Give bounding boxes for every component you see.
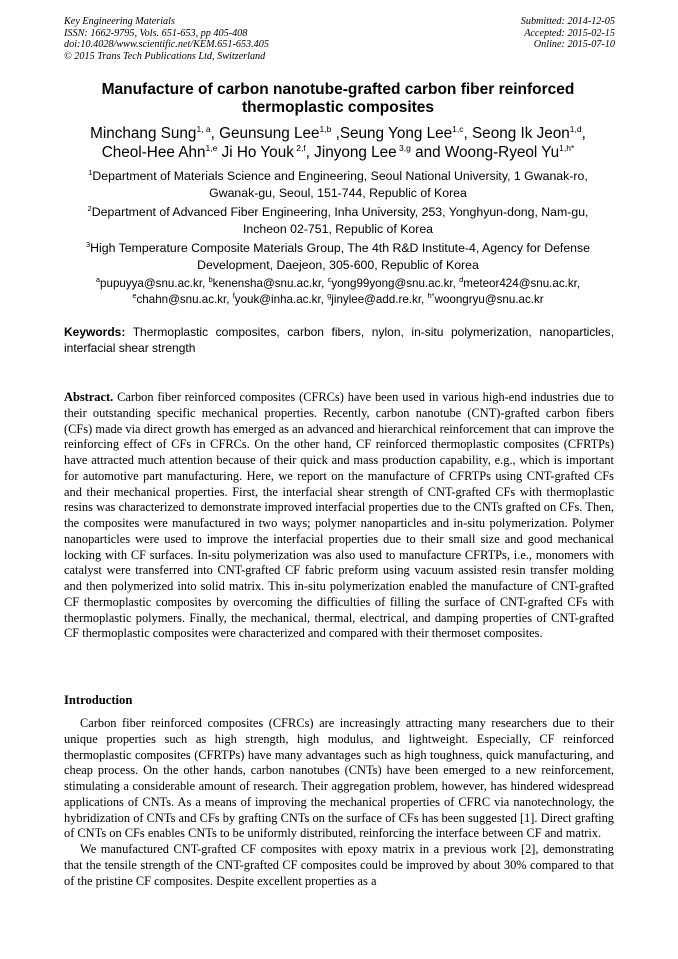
keywords-text: Thermoplastic composites, carbon fibers, nylon, in-situ polymerization, nanoparticles, interfacial shear strength [64,325,614,355]
email-link[interactable]: chahn@snu.ac.kr, [136,293,233,306]
author: Ji Ho Youk $^{2,f}$ [221,143,306,161]
introduction-body [64,716,614,889]
email-link[interactable]: meteor424@snu.ac.kr, [463,277,581,290]
abstract-label: Abstract. [64,390,114,404]
paper-title [60,81,616,117]
email-link[interactable]: kenensha@snu.ac.kr, [212,277,328,290]
email-link[interactable]: youk@inha.ac.kr, [234,293,328,306]
author: Woong-Ryeol $Yu^{1,h*}$ [444,143,575,161]
paragraph: Carbon fiber reinforced composites (CFRCs) are increasingly attracting many researchers due to their unique properties such as high strength, high modulus, and lightweight. Especially, CF reinforced thermoplastic composites (CFRTPs) have many advantages such as high toughness, quick manufacturing, and cheap process. On the other hands, carbon nanotubes (CNTs) have been emerged to a new reinforcement, stimulating a considerable amount of research. Their aggregation problem, however, has hindered widespread applications of CNTs. As a means of improving the mechanical properties of CFRC via nanotechnology, the hybridization of CNTs and CFs by grafting CNTs on the surface of CFs has been suggested [1]. Direct grafting of CNTs on CFs enables CNTs to be uniformly distributed, reinforcing the interface between CF and matrix. [64,716,614,841]
author: Geunsung Lee$^{1,b}$ [219,124,332,142]
affiliation: $^1$Department of Materials Science and Engineering, Seoul National University, 1 Gwanak-ro, Gwanak-gu, Seoul, 151-744, Republic of Korea [88,168,588,200]
journal-issn: ISSN: 1662-9795, Vols. 651-653, pp 405-408 [64,27,248,39]
affiliation: $^3$High Temperature Composite Materials Group, The 4th R&D Institute-4, Agency for Defense Development, Daejeon, 305-600, Republic of Korea [85,240,591,272]
email-link[interactable]: woongryu@snu.ac.kr [434,293,544,306]
submitted-date: Submitted: 2014-12-05 [520,16,615,27]
journal-info [64,16,269,62]
author: Seung Yong Lee$^{1,c}$ [339,124,464,142]
online-date: Online: 2015-07-10 [533,39,615,51]
author-emails: $^a$pupuyya@snu.ac.kr, $^b$kenensha@snu.ac.kr, $^c$yong99yong@snu.ac.kr, $^d$meteor424@snu.ac.kr, $^e$chahn@snu.ac.kr, $^f$youk@inha.ac.kr, $^g$jinylee@add.re.kr, $^{h*}$woongryu@snu.ac.kr [95,275,581,306]
section-heading-introduction: Introduction [64,693,133,707]
journal-doi: doi:10.4028/www.scientific.net/KEM.651-653.405 [64,39,269,51]
abstract-text: Carbon fiber reinforced composites (CFRCs) have been used in various high-end industries due to their outstanding specific mechanical properties. Recently, carbon nanotube (CNT)-grafted carbon fibers (CFs) made via direct growth has emerged as an advanced and hierarchical reinforcement that can improve the reinforcing effect of CFs in CFRCs. On the other hand, CF reinforced thermoplastic composites (CFRTPs) have attracted much attention because of their quick and mass production capability, e.g., which is important for automotive part manufacturing. Here, we report on the manufacture of CFRTPs using CNT-grafted CFs and their mechanical properties. First, the interfacial shear strength of CNT-grafted CFs with thermoplastic resins was characterized to demonstrate improved interfacial properties due to the CNTs grafted on CFs. Then, the composites were manufactured in two ways; polymer nanoparticles and in-situ polymerization. Polymer nanoparticles were used to improve the interfacial properties due to their small size and good mechanical locking with CF surfaces. In-situ polymerization was also used to manufacture CFRTPs, i.e., monomers with catalyst were transferred into CNT-grafted CF fabric preform using vacuum assisted resin transfer molding and then polymerized into solid matrix. This in-situ polymerization enabled the manufacture of CNT-grafted CF thermoplastic composites by overcoming the difficulties of filling the surface of CNT-grafted CFs with thermoplastic polymers. Finally, the mechanical, thermal, electrical, and damping properties of CNT-grafted CF thermoplastic composites were characterized and compared with their thermoset composites. [64,390,614,641]
author: Minchang Sung$^{1, a}$ [90,124,211,142]
journal-name: Key Engineering Materials [64,16,175,27]
title-line-1: Manufacture of carbon nanotube-grafted carbon fiber reinforced [101,81,575,98]
abstract [64,390,614,642]
email-link[interactable]: yong99yong@snu.ac.kr, [331,277,460,290]
keywords-label: Keywords: [64,325,126,339]
author-list: Minchang Sung$^{1, a}$, Geunsung Lee$^{1,b}$ ,Seung Yong Lee$^{1,c}$, Seong Ik Jeon$^{1,d}$, Cheol-Hee Ahn$^{1,e}$ Ji Ho Youk $^{2,f}$, Jinyong Lee $^{3,g}$ and Woong-Ryeol $Yu^{1,h*}$ [90,124,586,161]
author: Seong Ik Jeon$^{1,d}$ [471,124,582,142]
author: Cheol-Hee Ahn$^{1,e}$ [101,143,218,161]
affiliation: $^2$Department of Advanced Fiber Engineering, Inha University, 253, Yonghyun-dong, Nam-gu, Incheon 02-751, Republic of Korea [87,204,589,236]
journal-copyright: © 2015 Trans Tech Publications Ltd, Switzerland [64,50,266,62]
author: Jinyong Lee $^{3,g}$ [314,143,411,161]
publication-dates [521,16,615,51]
paragraph: We manufactured CNT-grafted CF composites with epoxy matrix in a previous work [2], demonstrating that the tensile strength of the CNT-grafted CF composites could be improved by about 30% compared to that of the pristine CF composites. Despite excellent properties as a [64,842,614,888]
accepted-date: Accepted: 2015-02-15 [524,27,615,39]
title-line-2: thermoplastic composites [241,99,435,116]
email-link[interactable]: pupuyya@snu.ac.kr, [100,277,209,290]
keywords [64,325,614,356]
email-link[interactable]: jinylee@add.re.kr, [331,293,428,306]
